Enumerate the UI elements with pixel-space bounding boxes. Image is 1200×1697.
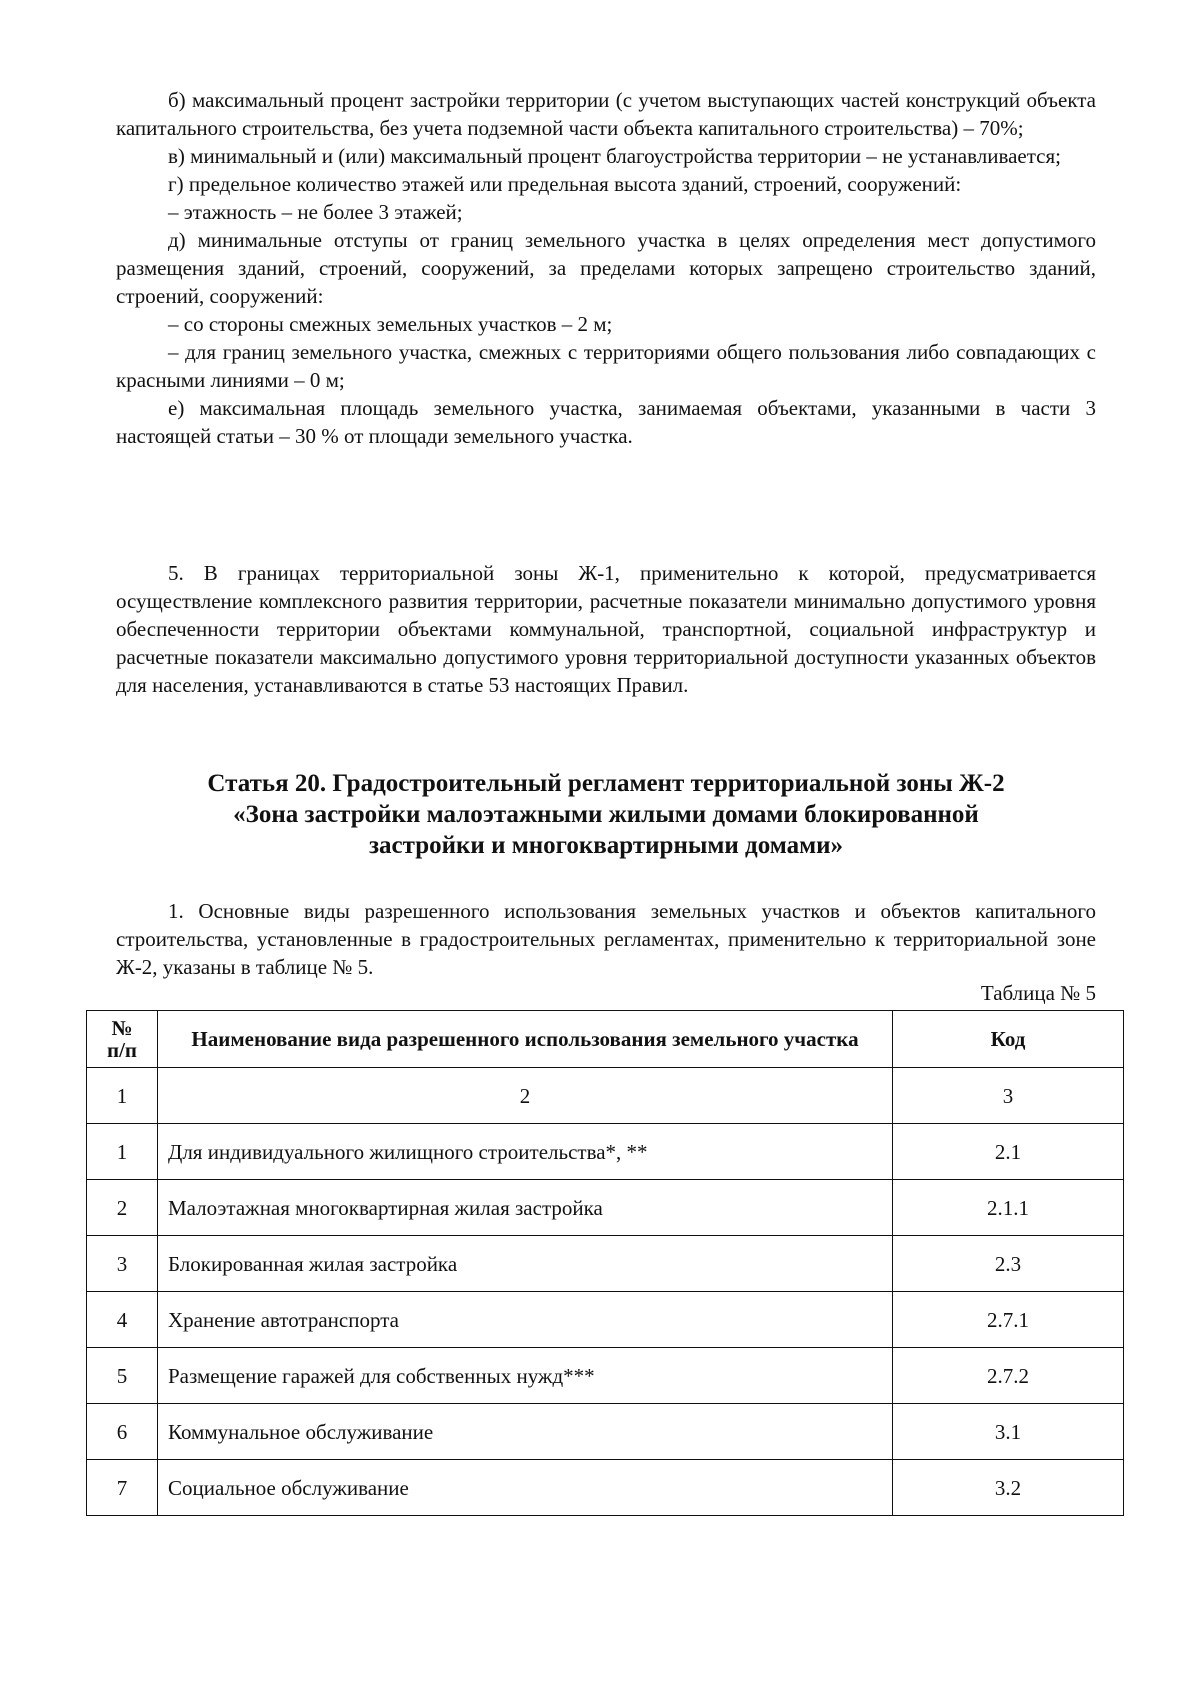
table-row — [87, 1124, 1124, 1180]
paragraph-1-block — [116, 897, 1096, 981]
article-heading-line-3: застройки и многоквартирными домами» — [368, 832, 844, 859]
table-header-row — [87, 1011, 1124, 1068]
table-row — [87, 1404, 1124, 1460]
permitted-use-table — [86, 1010, 1124, 1516]
row-num: 7 — [87, 1460, 158, 1516]
table-row — [87, 1180, 1124, 1236]
paragraph-setback-public: – для границ земельного участка, смежных с территориями общего пользования либо совпадающих с красными линиями – 0 м; — [116, 340, 1096, 392]
header-num — [87, 1011, 158, 1068]
article-heading — [116, 768, 1096, 861]
row-num: 1 — [87, 1124, 158, 1180]
paragraph-1: 1. Основные виды разрешенного использования земельных участков и объектов капитального строительства, установленные в градостроительных регламентах, применительно к территориальной зоне Ж-2, указаны в таблице № 5. — [116, 899, 1096, 979]
row-name: Для индивидуального жилищного строительства*, ** — [158, 1124, 893, 1180]
row-num: 6 — [87, 1404, 158, 1460]
row-name: Социальное обслуживание — [158, 1460, 893, 1516]
row-num: 2 — [87, 1180, 158, 1236]
row-name: Малоэтажная многоквартирная жилая застройка — [158, 1180, 893, 1236]
table-row — [87, 1292, 1124, 1348]
table-caption: Таблица № 5 — [980, 981, 1096, 1005]
row-num: 4 — [87, 1292, 158, 1348]
paragraph-g: г) предельное количество этажей или предельная высота зданий, строений, сооружений: — [168, 172, 962, 196]
column-index-row — [87, 1068, 1124, 1124]
table-row — [87, 1348, 1124, 1404]
table-row — [87, 1460, 1124, 1516]
paragraph-e: е) максимальная площадь земельного участка, занимаемая объектами, указанными в части 3 настоящей статьи – 30 % от площади земельного участка. — [116, 396, 1096, 448]
paragraph-v: в) минимальный и (или) максимальный процент благоустройства территории – не устанавливается; — [168, 144, 1061, 168]
index-cell: 2 — [158, 1068, 893, 1124]
row-code: 2.3 — [893, 1236, 1124, 1292]
paragraph-b: б) максимальный процент застройки территории (с учетом выступающих частей конструкций объекта капитального строительства, без учета подземной части объекта капитального строительства) – 70%; — [116, 88, 1096, 140]
row-num: 5 — [87, 1348, 158, 1404]
row-code: 3.1 — [893, 1404, 1124, 1460]
header-num-line-2: п/п — [106, 1038, 138, 1062]
table-row — [87, 1236, 1124, 1292]
paragraph-setback-adjacent: – со стороны смежных земельных участков – 2 м; — [168, 312, 613, 336]
header-num-line-1: № — [111, 1016, 133, 1040]
article-heading-line-1: Статья 20. Градостроительный регламент территориальной зоны Ж-2 — [207, 770, 1005, 797]
index-cell: 3 — [893, 1068, 1124, 1124]
row-code: 3.2 — [893, 1460, 1124, 1516]
article-heading-line-2: «Зона застройки малоэтажными жилыми домами блокированной — [233, 801, 979, 828]
row-name: Коммунальное обслуживание — [158, 1404, 893, 1460]
header-name: Наименование вида разрешенного использования земельного участка — [158, 1011, 893, 1068]
paragraph-d: д) минимальные отступы от границ земельного участка в целях определения мест допустимого размещения зданий, строений, сооружений, за пределами которых запрещено строительство зданий, строений, сооружений: — [116, 228, 1096, 308]
paragraph-5: 5. В границах территориальной зоны Ж-1, применительно к которой, предусматривается осуществление комплексного развития территории, расчетные показатели минимально допустимого уровня обеспеченности территории объектами коммунальной, транспортной, социальной инфраструктур и расчетные показатели максимально допустимого уровня территориальной доступности указанных объектов для населения, устанавливаются в статье 53 настоящих Правил. — [116, 561, 1096, 697]
row-code: 2.7.2 — [893, 1348, 1124, 1404]
row-name: Размещение гаражей для собственных нужд*** — [158, 1348, 893, 1404]
index-cell: 1 — [87, 1068, 158, 1124]
row-name: Хранение автотранспорта — [158, 1292, 893, 1348]
row-code: 2.1 — [893, 1124, 1124, 1180]
row-code: 2.7.1 — [893, 1292, 1124, 1348]
paragraph-5-block — [116, 559, 1096, 699]
paragraph-floors: – этажность – не более 3 этажей; — [168, 200, 463, 224]
regulation-parameters — [116, 86, 1096, 450]
header-code: Код — [893, 1011, 1124, 1068]
row-num: 3 — [87, 1236, 158, 1292]
row-code: 2.1.1 — [893, 1180, 1124, 1236]
row-name: Блокированная жилая застройка — [158, 1236, 893, 1292]
